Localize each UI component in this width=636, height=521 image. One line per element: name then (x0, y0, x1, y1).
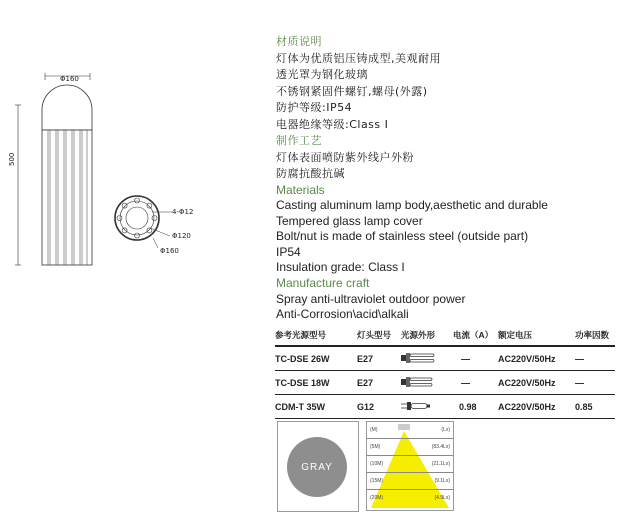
cell-current: — (461, 377, 470, 388)
cell-voltage: AC220V/50Hz (498, 377, 556, 388)
lamp-drawing (0, 0, 270, 300)
plan-view (115, 196, 159, 240)
cell-base: G12 (357, 401, 375, 412)
header-voltage: 额定电压 (498, 330, 533, 340)
zh-material-line: 电器绝缘等级:Class I (276, 117, 389, 131)
en-material-title: Materials (276, 182, 325, 197)
zh-craft-line: 防腐抗酸抗碱 (276, 167, 345, 180)
cell-pf: — (575, 353, 584, 364)
light-source-table (275, 325, 615, 419)
dim-ring-outer: Φ160 (160, 247, 179, 255)
cell-model: CDM-T 35W (275, 401, 325, 412)
zh-material-line: 透光罩为钢化玻璃 (276, 68, 368, 81)
dim-height: 500 (8, 152, 16, 166)
dim-ring-mid: Φ120 (172, 232, 191, 240)
zh-material-line: 防护等级:IP54 (276, 101, 353, 114)
cell-base: E27 (357, 353, 374, 364)
en-material-line: Insulation grade: Class I (276, 260, 405, 275)
zh-craft-title: 制作工艺 (276, 134, 322, 147)
table-row (275, 395, 615, 419)
table-row (275, 347, 615, 371)
en-material-line: IP54 (276, 244, 301, 259)
illuminance-row: (15M) (9.1Lx) (367, 472, 453, 489)
en-craft-title: Manufacture craft (276, 276, 370, 291)
table-header-row (275, 325, 615, 347)
header-base: 灯头型号 (357, 330, 392, 340)
en-material-line: Bolt/nut is made of stainless steel (outside part) (276, 229, 529, 244)
zh-material-line: 不锈钢紧固件螺钉,螺母(外露) (276, 84, 428, 98)
cell-current: 0.98 (459, 401, 477, 412)
en-material-line: Tempered glass lamp cover (276, 213, 423, 228)
header-model: 参考光源型号 (275, 330, 327, 340)
illuminance-row: (M) (Lx) (370, 427, 450, 433)
lamp-dome (42, 85, 92, 130)
cell-pf: — (575, 377, 584, 388)
zh-material-line: 灯体为优质铝压铸成型,美观耐用 (276, 51, 441, 65)
zh-craft-line: 灯体表面喷防紫外线户外粉 (276, 150, 414, 164)
dim-top-diameter: Φ160 (60, 75, 79, 83)
lamp-g12-icon (399, 400, 439, 412)
cell-voltage: AC220V/50Hz (498, 353, 556, 364)
en-craft-line: Spray anti-ultraviolet outdoor power (276, 291, 466, 306)
en-craft-line: Anti-Corrosion\acid\alkali (276, 307, 409, 322)
illuminance-row: (5M) (83.4Lx) (367, 438, 453, 455)
illuminance-row: (10M) (21.1Lx) (367, 455, 453, 472)
cell-base: E27 (357, 377, 374, 388)
cell-model: TC-DSE 18W (275, 377, 330, 388)
dim-holes: 4-Φ12 (172, 208, 194, 216)
lamp-tube-icon (399, 376, 439, 388)
header-pf: 功率因数 (575, 330, 610, 340)
en-material-line: Casting aluminum lamp body,aesthetic and durable (276, 198, 548, 213)
table-row (275, 371, 615, 395)
lamp-tube-icon (399, 352, 439, 364)
illuminance-diagram (366, 421, 454, 511)
cell-current: — (461, 353, 470, 364)
zh-material-title: 材质说明 (276, 35, 322, 48)
cell-voltage: AC220V/50Hz (498, 401, 556, 412)
cell-pf: 0.85 (575, 401, 593, 412)
cell-model: TC-DSE 26W (275, 353, 330, 364)
spec-text (276, 34, 626, 323)
header-current: 电流（A） (453, 330, 494, 340)
illuminance-row: (20M) (4.9Lx) (367, 489, 453, 506)
lamp-body (42, 130, 92, 265)
header-shape: 光源外形 (401, 330, 436, 340)
color-swatch-box (277, 421, 359, 512)
gray-swatch: GRAY (287, 437, 347, 497)
